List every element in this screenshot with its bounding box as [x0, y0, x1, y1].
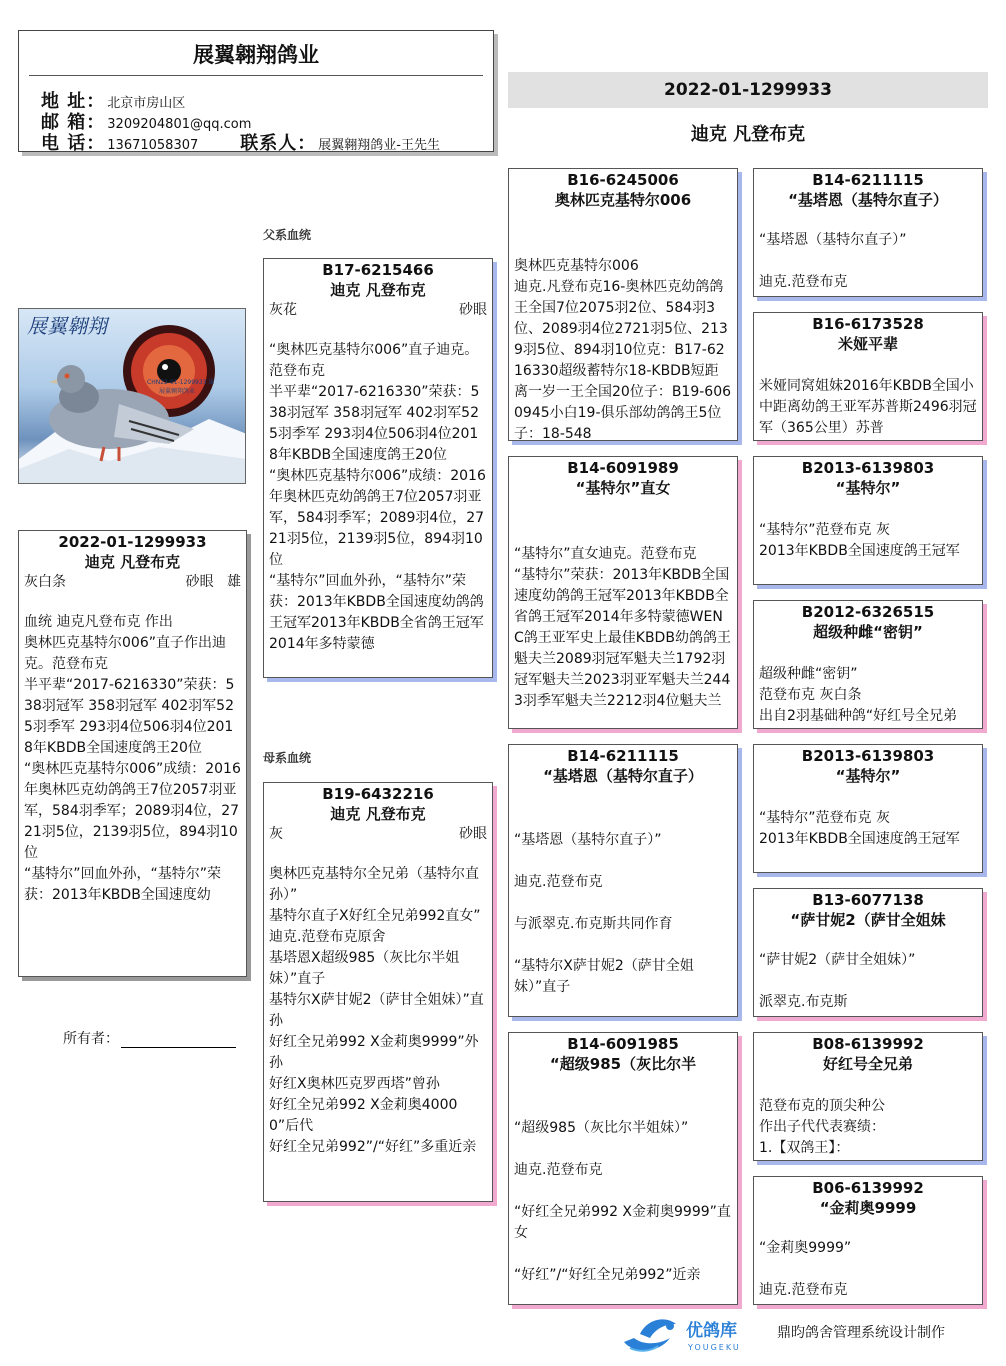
ggp-4-name: 超级种雌“密钥” [813, 623, 923, 641]
ggp-3-ring: B2013-6139803 [801, 459, 935, 477]
dam-dam-card [508, 1032, 738, 1305]
sire-sire-ring: B16-6245006 [567, 171, 679, 189]
sire-ring: B17-6215466 [322, 261, 434, 279]
dam-traits [264, 824, 492, 844]
ggp-5-ring: B2013-6139803 [801, 747, 935, 765]
ggp-8-card [753, 1176, 983, 1305]
ggp-3-name: “基特尔” [835, 479, 901, 497]
ggp-6-description: “萨甘妮2（萨甘全姐妹）” 派翠克.布克斯 [759, 952, 916, 1010]
subject-ring: 2022-01-1299933 [58, 533, 207, 551]
sire-description: “奥林匹克基特尔006”直子迪克。范登布克 半平辈“2017-6216330”荣获：538羽冠军 358羽冠军 402羽军525羽季军 293羽4位506羽4位2018年KBDB全国速度鸽王20位 “奥林匹克基特尔006”成绩：2016年奥林匹克幼鸽鸽王7位2057羽亚军，584羽季军；2089羽4位，2721羽5位，2139羽5位，894羽10位 “基特尔”回血外孙，“基特尔”荣获：2013年KBDB全国速度幼鸽鸽王冠军2013年KBDB全省鸽王冠军2014年多特蒙德 [269, 342, 486, 652]
dam-sire-ring: B14-6211115 [567, 747, 679, 765]
logo-text-cn: 优鸽库 [686, 1321, 737, 1341]
phone-value: 13671058307 [107, 138, 199, 153]
ggp-6-name: “萨甘妮2（萨甘全姐妹 [790, 911, 946, 929]
contact-label: 联系人： [240, 133, 317, 154]
dam-section-label: 母系血统 [263, 751, 312, 765]
sire-sire-name: 奥林匹克基特尔006 [554, 191, 692, 209]
pigeon-illustration [19, 309, 246, 484]
sire-traits [264, 300, 492, 320]
subject-eye: 砂眼 [185, 574, 214, 590]
dam-sire-name: “基塔恩（基特尔直子） [543, 767, 703, 785]
sire-dam-ring: B14-6091989 [567, 459, 679, 477]
subject-traits [19, 572, 246, 592]
header-divider [29, 75, 483, 76]
ggp-1-ring: B14-6211115 [812, 171, 924, 189]
dam-color: 灰 [269, 826, 283, 842]
ggp-1-card [753, 168, 983, 297]
sire-color: 灰花 [269, 302, 297, 318]
owner-field [63, 1028, 236, 1048]
owner-signature-line[interactable] [121, 1031, 236, 1048]
ggp-5-name: “基特尔” [835, 767, 901, 785]
ggp-2-description: 米娅同窝姐妹2016年KBDB全国小中距离幼鸽王亚军苏普斯2496羽冠军（365公里）苏普 [759, 378, 977, 436]
address-label: 地 址： [41, 91, 106, 112]
ggp-5-description: “基特尔”范登布克 灰 2013年KBDB全国速度鸽王冠军 [759, 810, 960, 847]
dam-name: 迪克 凡登布克 [330, 805, 426, 823]
dam-ring: B19-6432216 [322, 785, 434, 803]
ggp-7-card [753, 1032, 983, 1161]
dam-sire-description: “基塔恩（基特尔直子）” 迪克.范登布克 与派翠克.布克斯共同作育 “基特尔X萨甘妮2（萨甘全姐妹）”直子 [514, 832, 694, 995]
bird-logo-icon [620, 1312, 770, 1356]
email-label: 邮 箱： [41, 112, 106, 133]
breeder-name: 展翼翱翔鸽业 [193, 43, 319, 67]
subject-description: 血统 迪克凡登布克 作出 奥林匹克基特尔006”直子作出迪克。范登布克 半平辈“2017-6216330”荣获：538羽冠军 358羽冠军 402羽军525羽季军 293羽4位506羽4位2018年KBDB全国速度鸽王20位 “奥林匹克基特尔006”成绩：2016年奥林匹克幼鸽鸽王7位2057羽亚军，584羽季军；2089羽4位，2721羽5位，2139羽5位，894羽10位 “基特尔”回血外孙，“基特尔”荣获：2013年KBDB全国速度幼 [24, 614, 241, 903]
ggp-1-name: “基塔恩（基特尔直子） [788, 191, 948, 209]
email-value: 3209204801@qq.com [107, 117, 252, 132]
subject-ring-banner: 2022-01-1299933 [508, 72, 988, 108]
ggp-4-description: 超级种雌“密钥” 范登布克 灰白条 出自2羽基础种鸽“好红号全兄弟 [759, 666, 958, 724]
dam-dam-name: “超级985（灰比尔半 [549, 1055, 697, 1073]
phone-label: 电 话： [41, 133, 106, 154]
yougeku-logo [620, 1312, 770, 1356]
ggp-5-card [753, 744, 983, 873]
subject-color: 灰白条 [24, 574, 66, 590]
ggp-2-ring: B16-6173528 [812, 315, 924, 333]
ggp-3-card [753, 456, 983, 585]
breeder-info-card [18, 30, 494, 152]
subject-card [18, 530, 247, 977]
sire-dam-card [508, 456, 738, 729]
ggp-3-description: “基特尔”范登布克 灰 2013年KBDB全国速度鸽王冠军 [759, 522, 960, 559]
dam-eye: 砂眼 [459, 826, 487, 842]
footer-credit: 鼎昀鸽舍管理系统设计制作 [777, 1325, 945, 1341]
owner-label: 所有者： [63, 1031, 119, 1047]
phone-row [41, 129, 440, 155]
sire-dam-name: “基特尔”直女 [575, 479, 671, 497]
dam-dam-ring: B14-6091985 [567, 1035, 679, 1053]
dam-dam-description: “超级985（灰比尔半姐妹）” 迪克.范登布克 “好红全兄弟992 X金莉奥9999”直女 “好红”/“好红全兄弟992”近亲 [514, 1120, 731, 1283]
pigeon-photo [18, 308, 246, 484]
sire-sire-description: 奥林匹克基特尔006 迪克.凡登布克16-奥林匹克幼鸽鸽王全国7位2075羽2位、584羽3位、2089羽4位2721羽5位、2139羽5位、894羽10位克：B17-6216330超级蓄特尔18-KBDB短距离一岁一王全国20位子：B19-6060945小白19-俱乐部幼鸽鸽王5位子：18-548 [514, 258, 732, 441]
contact-value: 展翼翱翔鸽业-王先生 [318, 138, 440, 153]
svg-text:展翼翱翔: 展翼翱翔 [27, 314, 107, 338]
sire-sire-card [508, 168, 738, 441]
subject-name-heading: 迪克 凡登布克 [690, 124, 806, 145]
ggp-6-ring: B13-6077138 [812, 891, 924, 909]
dam-sire-card [508, 744, 738, 1017]
dam-card [263, 782, 493, 1202]
ggp-7-ring: B08-6139992 [812, 1035, 924, 1053]
ggp-6-card [753, 888, 983, 1017]
ggp-4-card [753, 600, 983, 729]
sire-card [263, 258, 493, 678]
logo-text-en: YOUGEKU [688, 1343, 741, 1352]
ggp-7-description: 范登布克的顶尖种公 作出子代代表赛绩： 1.【双鸽王】： [759, 1098, 885, 1156]
ggp-8-description: “金莉奥9999” 迪克.范登布克 [759, 1240, 852, 1298]
dam-description: 奥林匹克基特尔全兄弟（基特尔直孙）” 基特尔直子X好红全兄弟992直女” 迪克.范登布克原舍 基塔恩X超级985（灰比尔半姐妹）”直子 基特尔X萨甘妮2（萨甘全姐妹）”直孙 好红全兄弟992 X金莉奥9999”外孙 好红X奥林匹克罗西塔”曾孙 好红全兄弟992 X金莉奥40000”后代 好红全兄弟992”/“好红”多重近亲 [269, 866, 484, 1155]
address-value: 北京市房山区 [107, 96, 186, 111]
sire-eye: 砂眼 [459, 302, 487, 318]
subject-name: 迪克 凡登布克 [84, 553, 181, 571]
sire-dam-description: “基特尔”直女迪克。范登布克 “基特尔”荣获：2013年KBDB全国速度幼鸽鸽王冠军2013年KBDB全省鸽王冠军2014年多特蒙德WENC鸽王亚军史上最佳KBDB幼鸽鸽王魁夫兰2089羽冠军魁夫兰1792羽冠军魁夫兰2023羽亚军魁夫兰2443羽季军魁夫兰2212羽4位魁夫兰 [514, 546, 731, 709]
ggp-1-description: “基塔恩（基特尔直子）” 迪克.范登布克 [759, 232, 907, 290]
photo-caption: CHN22-01-1299933 雄 [147, 379, 215, 386]
ggp-7-name: 好红号全兄弟 [822, 1055, 913, 1073]
sire-section-label: 父系血统 [263, 228, 312, 242]
ggp-4-ring: B2012-6326515 [801, 603, 935, 621]
ggp-2-name: 米娅平辈 [837, 335, 898, 353]
sire-name: 迪克 凡登布克 [330, 281, 426, 299]
subject-sex: 雄 [227, 574, 241, 590]
ggp-8-ring: B06-6139992 [812, 1179, 924, 1197]
ggp-2-card [753, 312, 983, 441]
photo-caption-2: 展翼翱翔鸽业 [159, 388, 196, 395]
ggp-8-name: “金莉奥9999 [819, 1199, 917, 1217]
